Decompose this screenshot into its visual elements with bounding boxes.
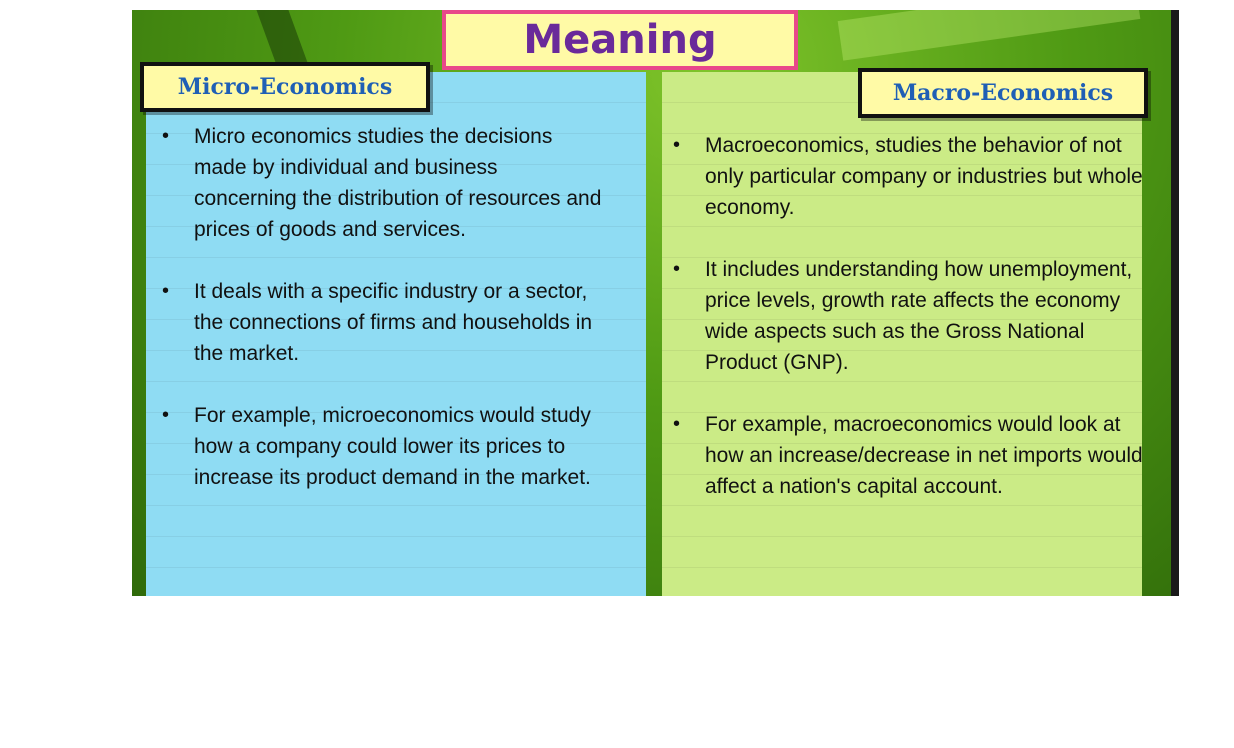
slide: [132, 10, 1179, 596]
micro-point: • It deals with a specific industry or a sector, the connections of firms and households in the market.: [162, 276, 602, 369]
micro-point: • Micro economics studies the decisions made by individual and business concerning the distribution of resources and prices of goods and services.: [162, 121, 602, 245]
macro-point: • For example, macroeconomics would look at how an increase/decrease in net imports would affect a nation's capital account.: [673, 409, 1143, 502]
slide-edge: [1171, 10, 1179, 596]
micro-heading: Micro-Economics: [140, 62, 430, 112]
micro-point: • For example, microeconomics would study how a company could lower its prices to increase its product demand in the market.: [162, 400, 602, 493]
macro-point: • Macroeconomics, studies the behavior of not only particular company or industries but whole economy.: [673, 130, 1143, 223]
macro-points-list: [673, 130, 1143, 533]
macro-heading: Macro-Economics: [858, 68, 1148, 118]
micro-points-list: [162, 121, 602, 524]
macro-point: • It includes understanding how unemployment, price levels, growth rate affects the economy wide aspects such as the Gross National Product (GNP).: [673, 254, 1143, 378]
slide-title: Meaning: [442, 10, 798, 70]
background-highlight: [838, 10, 1141, 61]
